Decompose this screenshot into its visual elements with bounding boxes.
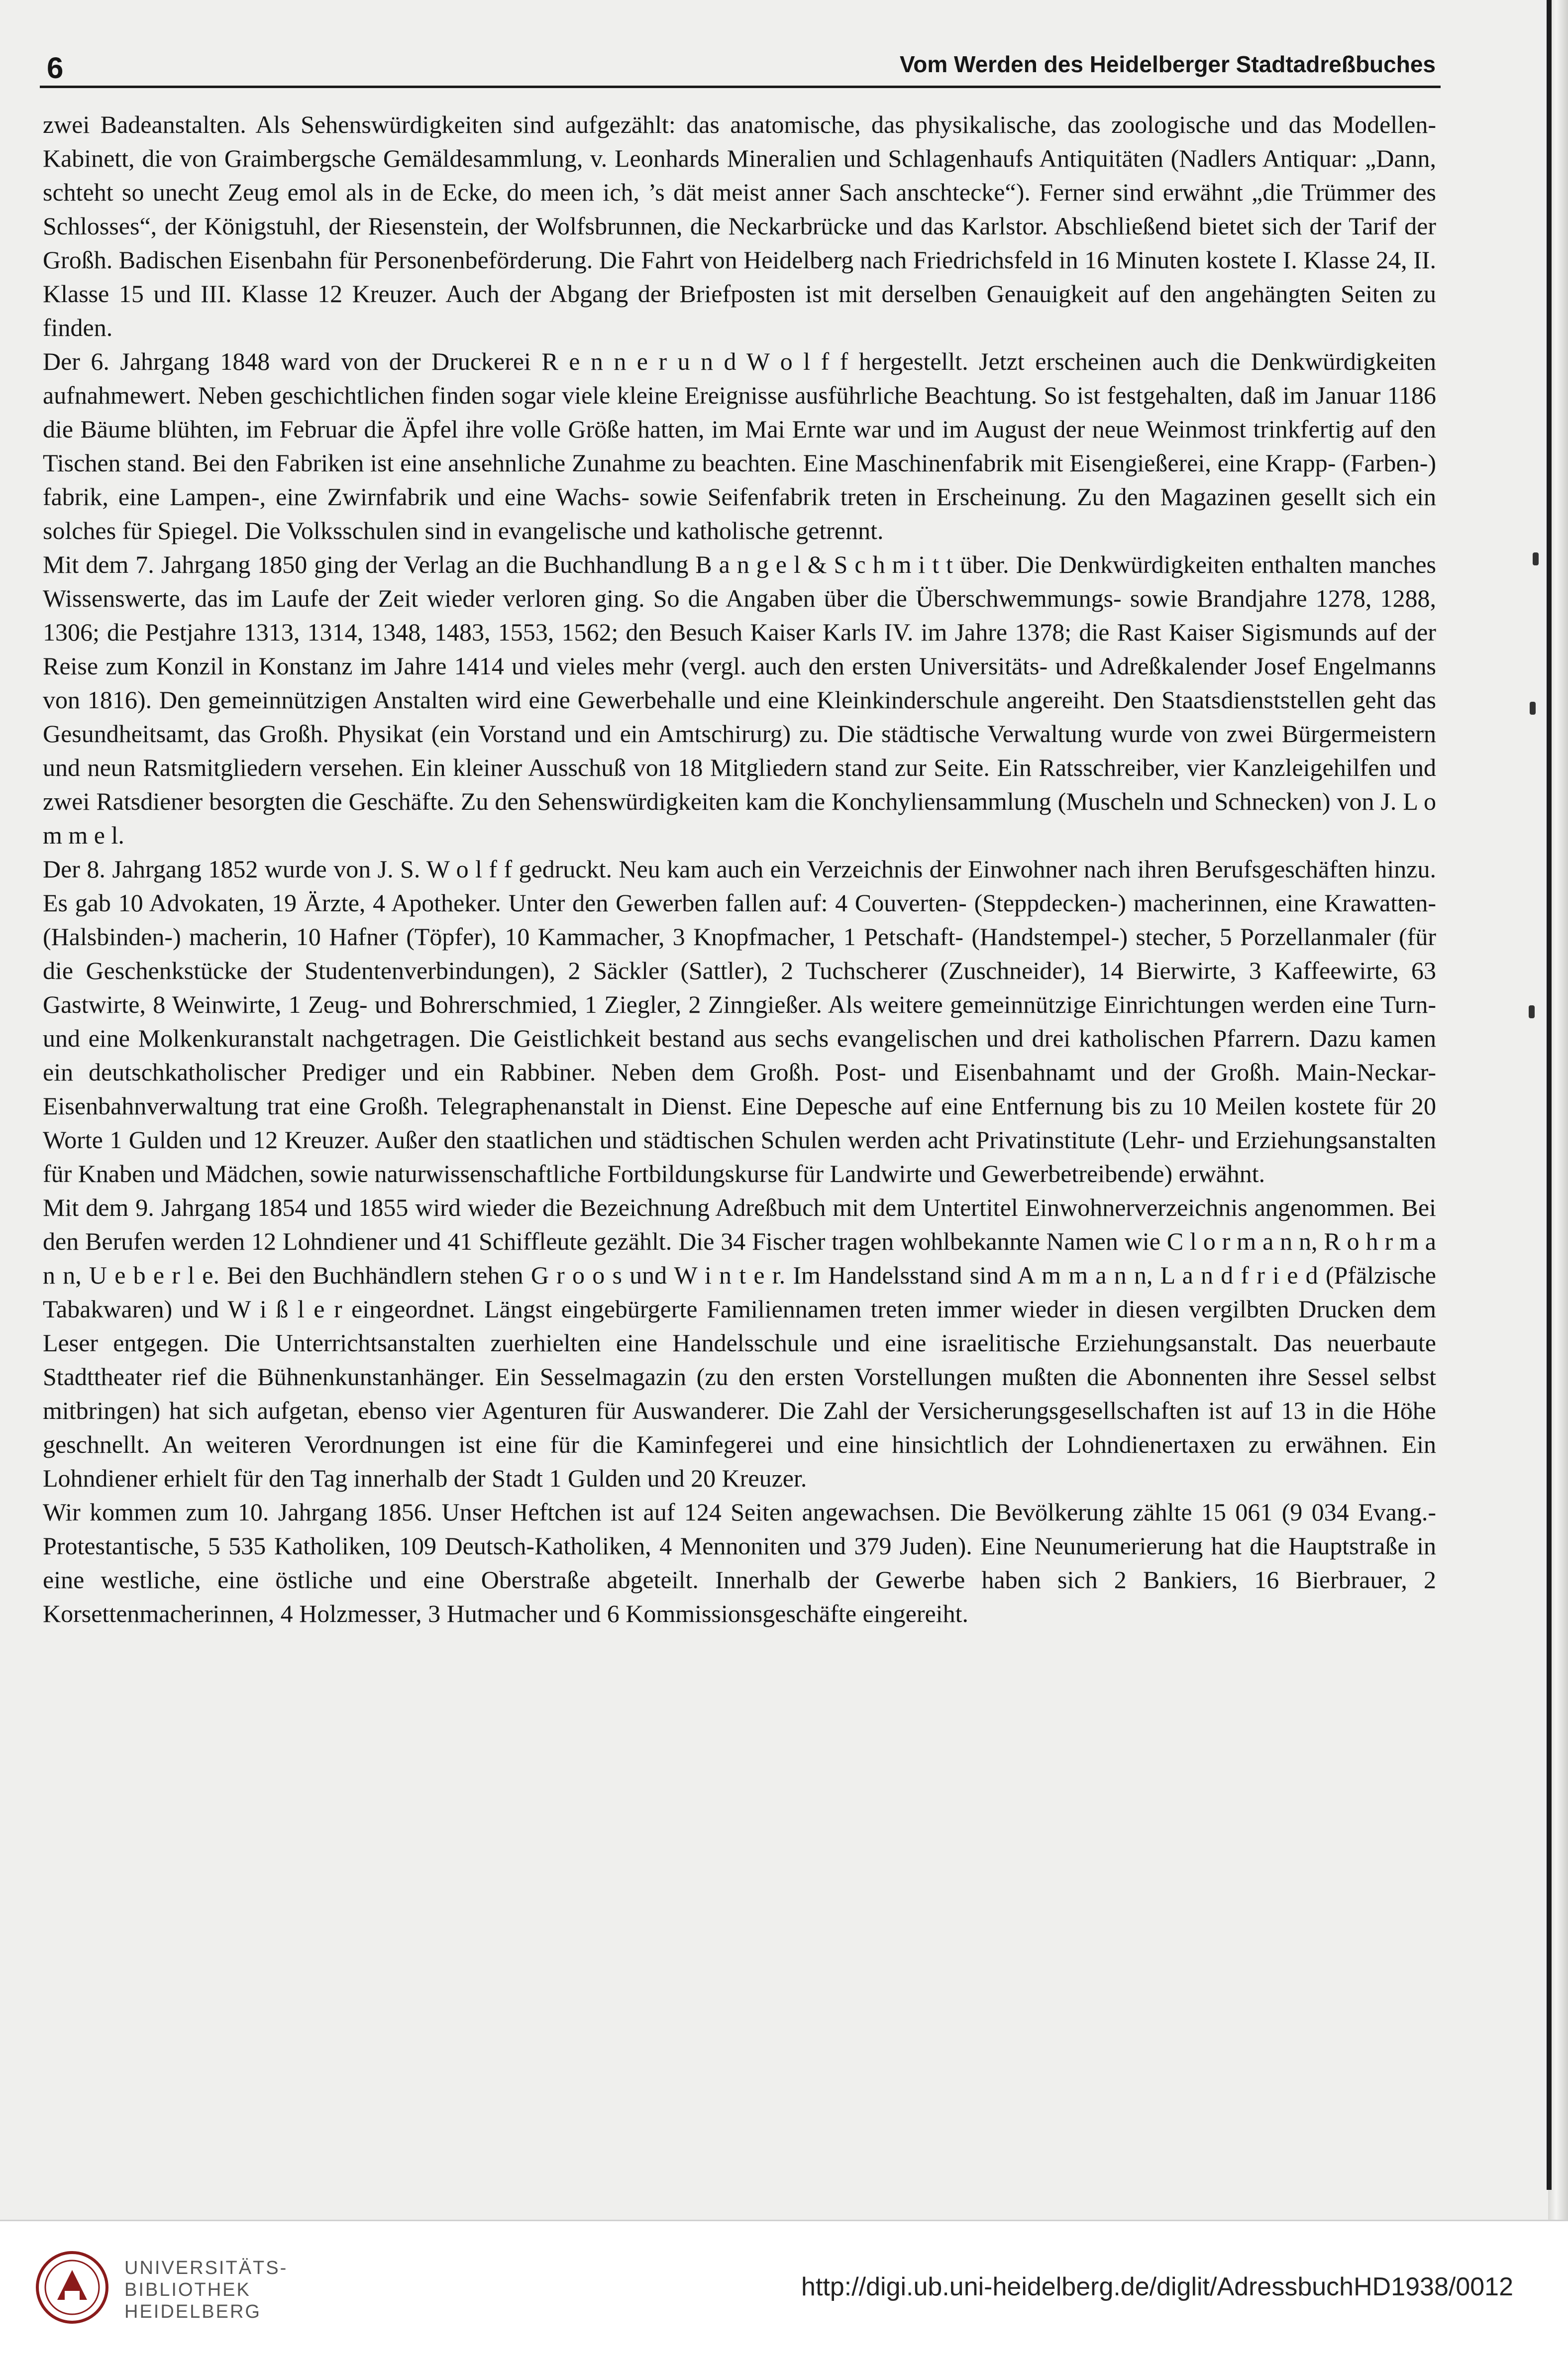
library-name-line: HEIDELBERG: [124, 2301, 261, 2322]
paragraph: Mit dem 9. Jahrgang 1854 und 1855 wird wieder die Bezeichnung Adreßbuch mit dem Untertitel Einwohnerverzeichnis angenommen. Bei den Berufen werden 12 Lohndiener und 41 Schiffleute gezählt. Die 34 Fischer tragen wohlbekannte Namen wie C l o r m a n n, R o h r m a n n, U e b e r l e. Bei den Buchhändlern stehen G r o o s und W i n t e r. Im Handelsstand sind A m m a n n, L a n d f r i e d (Pfälzische Tabakwaren) und W i ß l e r eingeordnet. Längst eingebürgerte Familiennamen treten immer wieder in diesen vergilbten Drucken dem Leser entgegen. Die Unterrichtsanstalten zuerhielten eine Handelsschule und eine israelitische Erziehungsanstalt. Das neuerbaute Stadttheater rief die Bühnenkunstanhänger. Ein Sesselmagazin (zu den ersten Vorstellungen mußten die Abonnenten ihre Sessel selbst mitbringen) hat sich aufgetan, ebenso vier Agenturen für Auswanderer. Die Zahl der Versicherungsgesellschaften ist auf 13 in die Höhe geschnellt. An weiteren Verordnungen ist eine für die Kaminfegerei und eine hinsichtlich der Lohndienertaxen zu erwähnen. Ein Lohndiener erhielt für den Tag innerhalb der Stadt 1 Gulden und 20 Kreuzer.: [43, 1193, 1436, 1492]
university-seal-icon: [35, 2250, 109, 2325]
footer-bar: [0, 2220, 1568, 2373]
paragraph: Der 6. Jahrgang 1848 ward von der Druckerei R e n n e r u n d W o l f f hergestellt. Jetzt erscheinen auch die Denkwürdigkeiten aufnahmewert. Neben geschichtlichen finden sogar viele kleine Ereignisse ausführliche Beachtung. So ist festgehalten, daß im Januar 1186 die Bäume blühten, im Februar die Äpfel ihre volle Größe hatten, im Mai Ernte war und im August der neue Weinmost trinkfertig auf den Tischen stand. Bei den Fabriken ist eine ansehnliche Zunahme zu beachten. Eine Maschinenfabrik mit Eisengießerei, eine Krapp- (Farben-) fabrik, eine Lampen-, eine Zwirnfabrik und eine Wachs- sowie Seifenfabrik treten in Erscheinung. Zu den Magazinen gesellt sich ein solches für Spiegel. Die Volksschulen sind in evangelische und katholische getrennt.: [43, 347, 1436, 544]
running-header: [40, 49, 1436, 89]
margin-mark: [1530, 702, 1536, 715]
margin-mark: [1533, 552, 1539, 565]
permalink-url[interactable]: http://digi.ub.uni-heidelberg.de/diglit/AdressbuchHD1938/0012: [801, 2272, 1513, 2301]
body-text: [43, 108, 1436, 1630]
library-name: [124, 2257, 288, 2323]
paragraph: Mit dem 7. Jahrgang 1850 ging der Verlag an die Buchhandlung B a n g e l & S c h m i t t über. Die Denkwürdigkeiten enthalten manches Wissenswerte, das im Laufe der Zeit wieder verloren ging. So die Angaben über die Überschwemmungs- sowie Brandjahre 1278, 1288, 1306; die Pestjahre 1313, 1314, 1348, 1483, 1553, 1562; den Besuch Kaiser Karls IV. im Jahre 1378; die Rast Kaiser Sigismunds auf der Reise zum Konzil in Konstanz im Jahre 1414 und vieles mehr (vergl. auch den ersten Universitäts- und Adreßkalender Josef Engelmanns von 1816). Den gemeinnützigen Anstalten wird eine Gewerbehalle und eine Kleinkinderschule angereiht. Den Staatsdienststellen geht das Gesundheitsamt, das Großh. Physikat (ein Vorstand und ein Amtschirurg) zu. Die städtische Verwaltung wurde von zwei Bürgermeistern und neun Ratsmitgliedern versehen. Ein kleiner Ausschuß von 18 Mitgliedern stand zur Seite. Ein Ratsschreiber, vier Kanzleigehilfen und zwei Ratsdiener besorgten die Geschäfte. Zu den Sehenswürdigkeiten kam die Konchyliensammlung (Muscheln und Schnecken) von J. L o m m e l.: [43, 550, 1436, 849]
library-name-line: BIBLIOTHEK: [124, 2279, 251, 2300]
paragraph: zwei Badeanstalten. Als Sehenswürdigkeiten sind aufgezählt: das anatomische, das physikalische, das zoologische und das Modellen-Kabinett, die von Graimbergsche Gemäldesammlung, v. Leonhards Mineralien und Schlagenhaufs Antiquitäten (Nadlers Antiquar: „Dann, schteht so unecht Zeug emol als in de Ecke, do meen ich, ’s dät meist anner Sach anschtecke“). Ferner sind erwähnt „die Trümmer des Schlosses“, der Königstuhl, der Riesenstein, der Wolfsbrunnen, die Neckarbrücke und das Karlstor. Abschließend bietet sich der Tarif der Großh. Badischen Eisenbahn für Personenbeförderung. Die Fahrt von Heidelberg nach Friedrichsfeld in 16 Minuten kostete I. Klasse 24, II. Klasse 15 und III. Klasse 12 Kreuzer. Auch der Abgang der Briefposten ist mit derselben Genauigkeit auf den angehängten Seiten zu finden.: [43, 110, 1436, 341]
paragraph: Der 8. Jahrgang 1852 wurde von J. S. W o l f f gedruckt. Neu kam auch ein Verzeichnis der Einwohner nach ihren Berufsgeschäften hinzu. Es gab 10 Advokaten, 19 Ärzte, 4 Apotheker. Unter den Gewerben fallen auf: 4 Couverten- (Steppdecken-) macherinnen, eine Krawatten- (Halsbinden-) macherin, 10 Hafner (Töpfer), 10 Kammacher, 3 Knopfmacher, 1 Petschaft- (Handstempel-) stecher, 5 Porzellanmaler (für die Geschenkstücke der Studentenverbindungen), 2 Säckler (Sattler), 2 Tuchscherer (Zuschneider), 14 Bierwirte, 3 Kaffeewirte, 63 Gastwirte, 8 Weinwirte, 1 Zeug- und Bohrerschmied, 1 Ziegler, 2 Zinngießer. Als weitere gemeinnützige Einrichtungen werden eine Turn- und eine Molkenkuranstalt nachgetragen. Die Geistlichkeit bestand aus sechs evangelischen und drei katholischen Pfarrern. Dazu kamen ein deutschkatholischer Prediger und ein Rabbiner. Neben dem Großh. Post- und Eisenbahnamt und der Großh. Main-Neckar-Eisenbahnverwaltung trat eine Großh. Telegraphenanstalt in Dienst. Eine Depesche auf eine Entfernung bis zu 10 Meilen kostete für 20 Worte 1 Gulden und 12 Kreuzer. Außer den staatlichen und städtischen Schulen werden acht Privatinstitute (Lehr- und Erziehungsanstalten für Knaben und Mädchen, sowie naturwissenschaftliche Fortbildungskurse für Landwirte und Gewerbetreibende) erwähnt.: [43, 855, 1436, 1187]
running-title: Vom Werden des Heidelberger Stadtadreßbuches: [899, 51, 1436, 77]
header-rule: [40, 86, 1441, 88]
binding-shadow-rule: [1547, 0, 1552, 2190]
library-name-line: UNIVERSITÄTS-: [124, 2258, 288, 2278]
paragraph: Wir kommen zum 10. Jahrgang 1856. Unser Heftchen ist auf 124 Seiten angewachsen. Die Bevölkerung zählte 15 061 (9 034 Evang.-Protestantische, 5 535 Katholiken, 109 Deutsch-Katholiken, 4 Mennoniten und 379 Juden). Eine Neunumerierung hat die Hauptstraße in eine westliche, eine östliche und eine Oberstraße abgeteilt. Innerhalb der Gewerbe haben sich 2 Bankiers, 16 Bierbrauer, 2 Korsettenmacherinnen, 4 Holzmesser, 3 Hutmacher und 6 Kommissionsgeschäfte eingereiht.: [43, 1498, 1436, 1627]
margin-mark: [1529, 1005, 1535, 1018]
page-number: 6: [47, 51, 64, 85]
